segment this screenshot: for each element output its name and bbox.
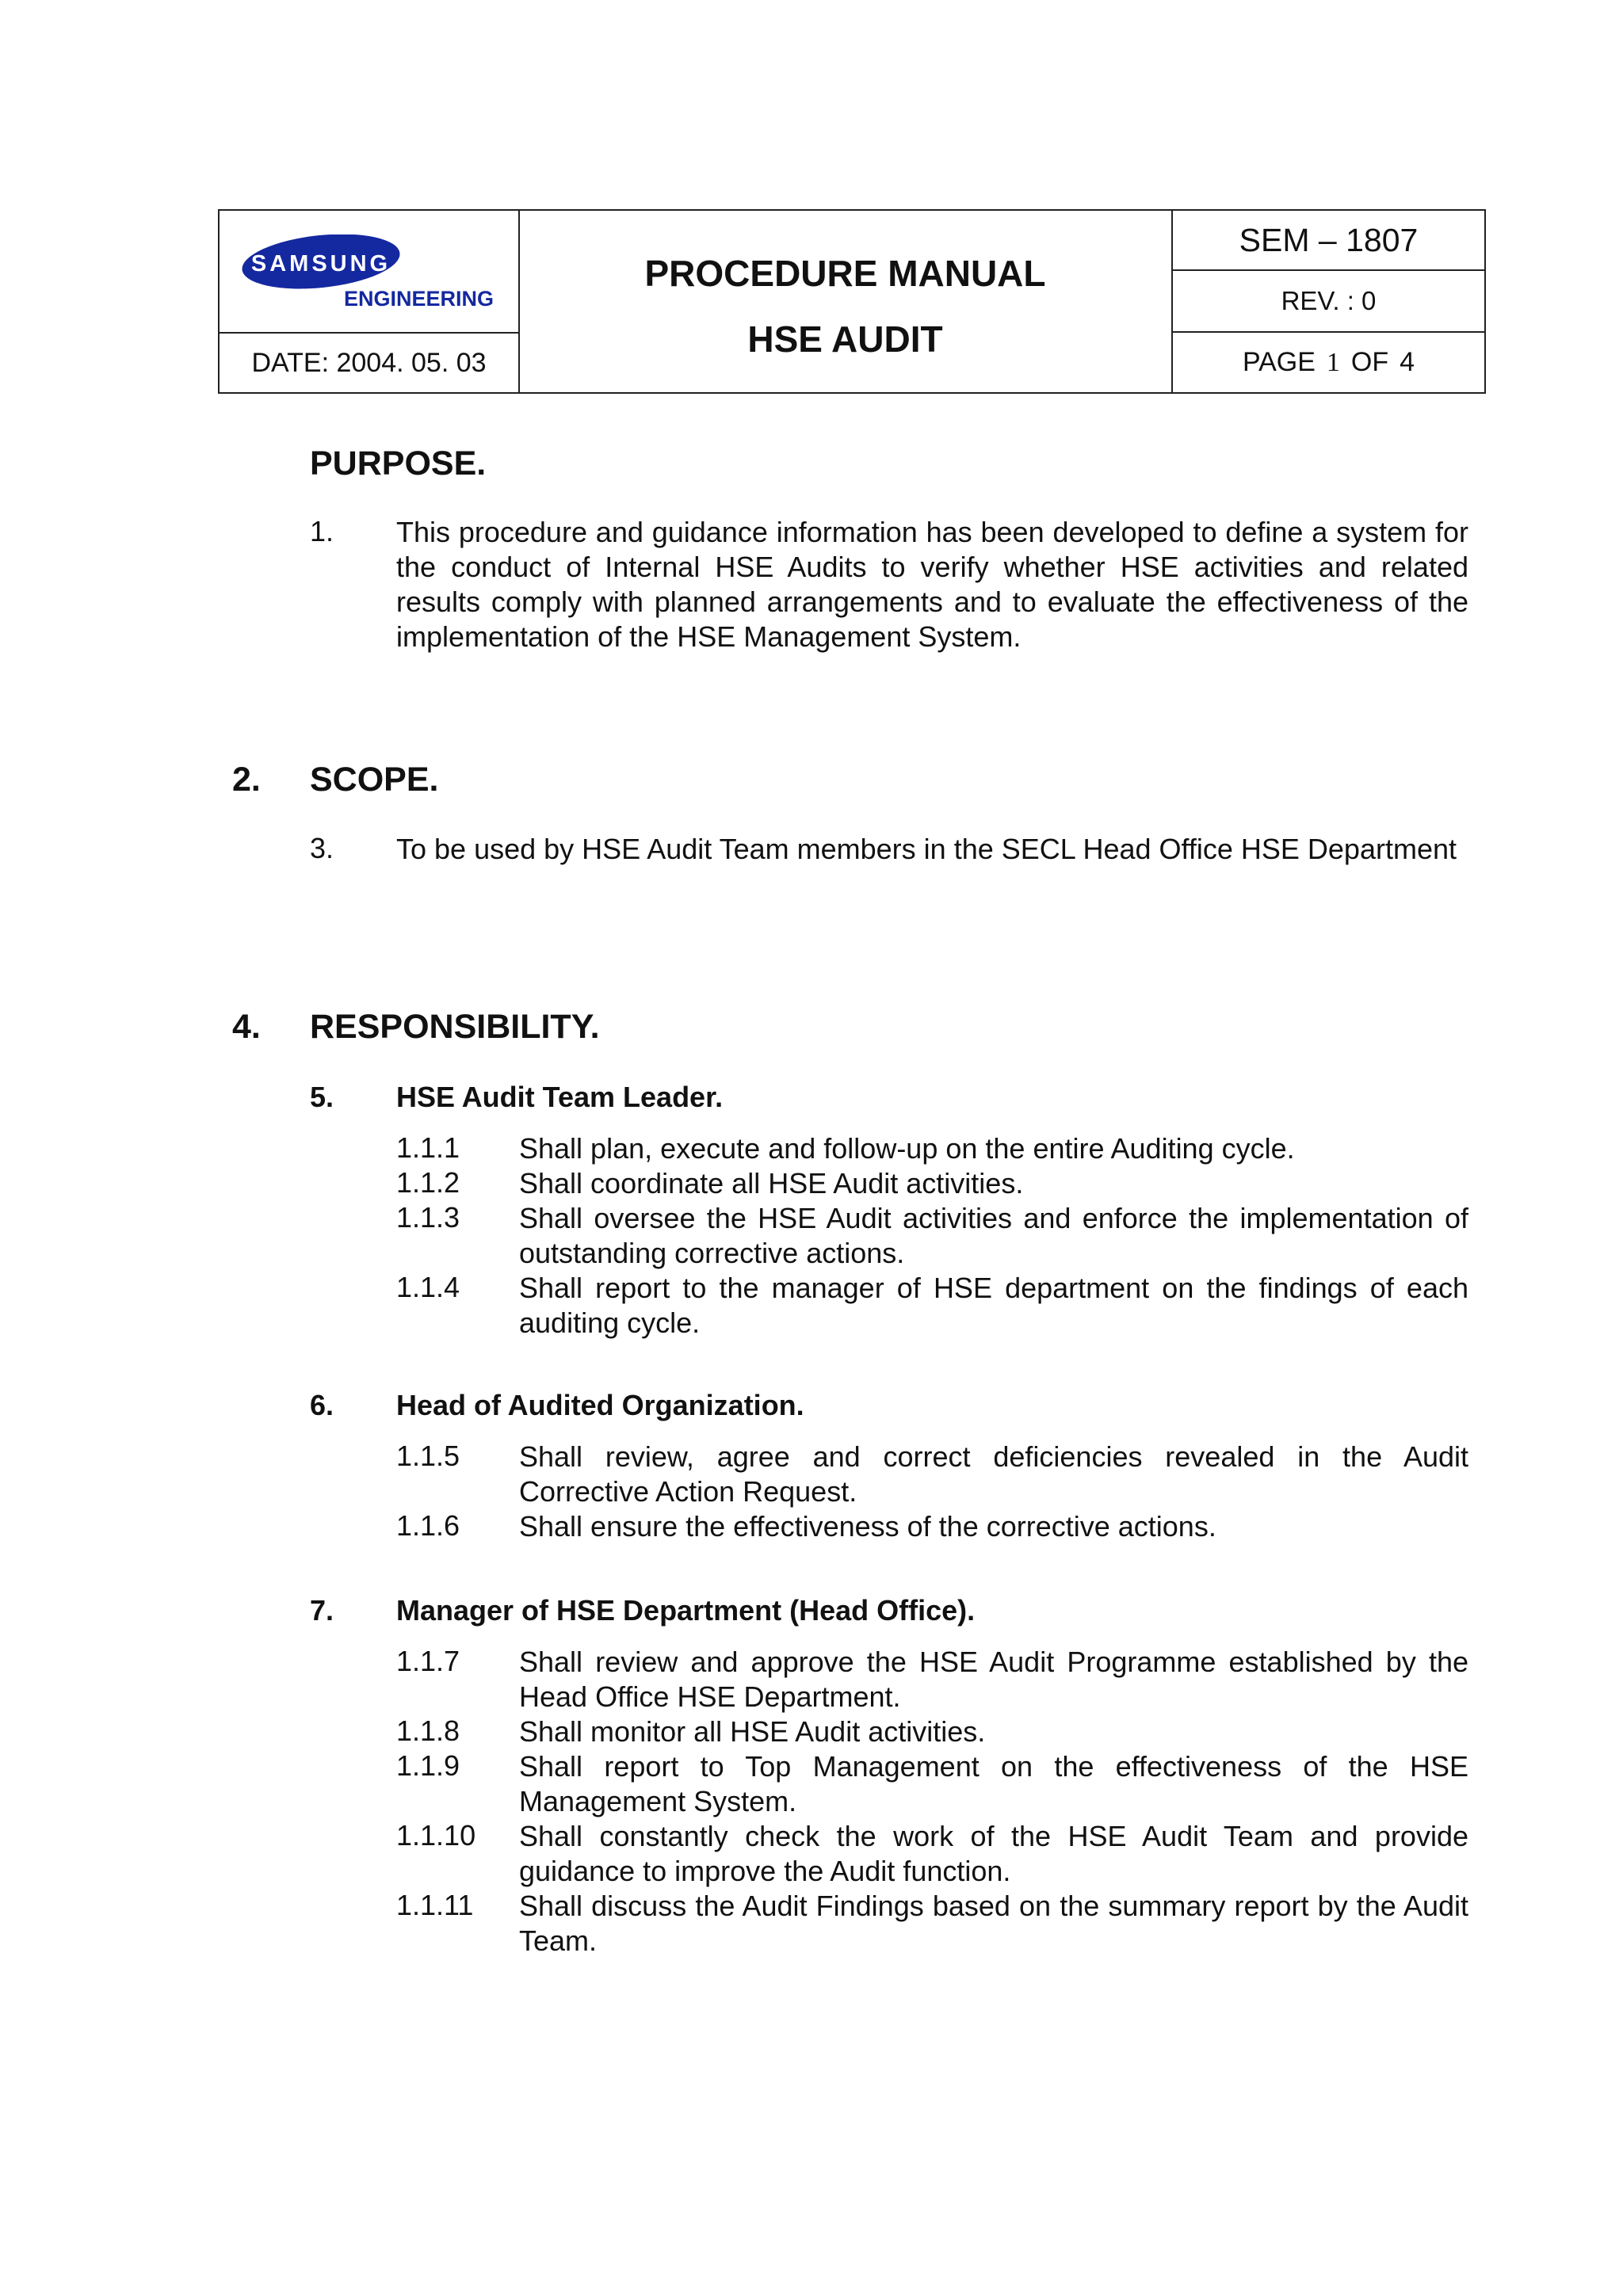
page-label: PAGE <box>1242 347 1316 377</box>
revision-label: REV. : 0 <box>1281 286 1377 315</box>
document-code: SEM – 1807 <box>1239 221 1419 258</box>
item-text: Shall coordinate all HSE Audit activities. <box>519 1167 1024 1199</box>
scope-number: 2. <box>232 761 261 799</box>
item-text: Shall report to the manager of HSE department on the findings of each auditing cycle. <box>519 1272 1468 1339</box>
item-text: Shall ensure the effectiveness of the corrective actions. <box>519 1510 1216 1543</box>
item-text: Shall monitor all HSE Audit activities. <box>519 1715 986 1748</box>
item-text: Shall review and approve the HSE Audit Programme established by the Head Office HSE Department. <box>519 1646 1468 1713</box>
page-of-label: OF <box>1350 347 1389 377</box>
item-number: 1.1.10 <box>396 1819 476 1852</box>
page-number: 1 <box>1326 347 1340 377</box>
group-number: 5. <box>310 1081 334 1113</box>
item-text: Shall constantly check the work of the HSE Audit Team and provide guidance to improve the Audit function. <box>519 1820 1468 1887</box>
revision-cell <box>1171 269 1486 333</box>
group-number: 6. <box>310 1389 334 1421</box>
group-number: 7. <box>310 1594 334 1627</box>
scope-paragraph: To be used by HSE Audit Team members in the SECL Head Office HSE Department <box>396 833 1457 865</box>
scope-heading: SCOPE. <box>310 761 439 799</box>
title-cell <box>518 209 1172 394</box>
page-cell <box>1171 331 1486 394</box>
responsibility-heading: RESPONSIBILITY. <box>310 1008 600 1046</box>
group-title: Head of Audited Organization. <box>396 1389 804 1421</box>
item-number: 1.1.2 <box>396 1166 460 1199</box>
item-text: Shall plan, execute and follow-up on the entire Auditing cycle. <box>519 1132 1295 1165</box>
item-text: Shall report to Top Management on the effectiveness of the HSE Management System. <box>519 1750 1468 1817</box>
document-header <box>218 209 1486 394</box>
group-title: HSE Audit Team Leader. <box>396 1081 724 1113</box>
page-total: 4 <box>1400 347 1415 377</box>
item-number: 1.1.5 <box>396 1440 460 1472</box>
item-text: Shall discuss the Audit Findings based on the summary report by the Audit Team. <box>519 1890 1468 1957</box>
date-cell <box>218 332 520 394</box>
manual-title: PROCEDURE MANUAL <box>644 253 1046 294</box>
logo-sub-text: ENGINEERING <box>343 287 494 311</box>
logo-cell <box>218 209 520 334</box>
item-number: 1.1.9 <box>396 1749 460 1782</box>
purpose-para-number: 1. <box>310 515 334 547</box>
item-number: 1.1.1 <box>396 1131 460 1164</box>
item-text: Shall review, agree and correct deficiencies revealed in the Audit Corrective Action Request. <box>519 1440 1468 1508</box>
purpose-paragraph: This procedure and guidance information has been developed to define a system for the conduct of Internal HSE Audits to verify whether HSE activities and related results comply with planned arrangements and to evaluate the effectiveness of the implementation of the HSE Management System. <box>396 516 1468 653</box>
document-date: DATE: 2004. 05. 03 <box>251 347 487 378</box>
logo-brand-text: SAMSUNG <box>250 251 391 277</box>
item-number: 1.1.3 <box>396 1201 460 1234</box>
item-number: 1.1.11 <box>396 1889 474 1921</box>
samsung-engineering-logo <box>242 235 495 314</box>
scope-para-number: 3. <box>310 832 334 864</box>
item-number: 1.1.4 <box>396 1271 460 1303</box>
doc-code-cell <box>1171 209 1486 271</box>
item-text: Shall oversee the HSE Audit activities and enforce the implementation of outstanding corrective actions. <box>519 1202 1468 1269</box>
item-number: 1.1.7 <box>396 1645 460 1677</box>
item-number: 1.1.8 <box>396 1714 460 1747</box>
manual-subtitle: HSE AUDIT <box>747 318 943 360</box>
item-number: 1.1.6 <box>396 1509 460 1542</box>
purpose-heading: PURPOSE. <box>310 444 487 482</box>
group-title: Manager of HSE Department (Head Office). <box>396 1594 976 1627</box>
responsibility-number: 4. <box>232 1008 261 1046</box>
